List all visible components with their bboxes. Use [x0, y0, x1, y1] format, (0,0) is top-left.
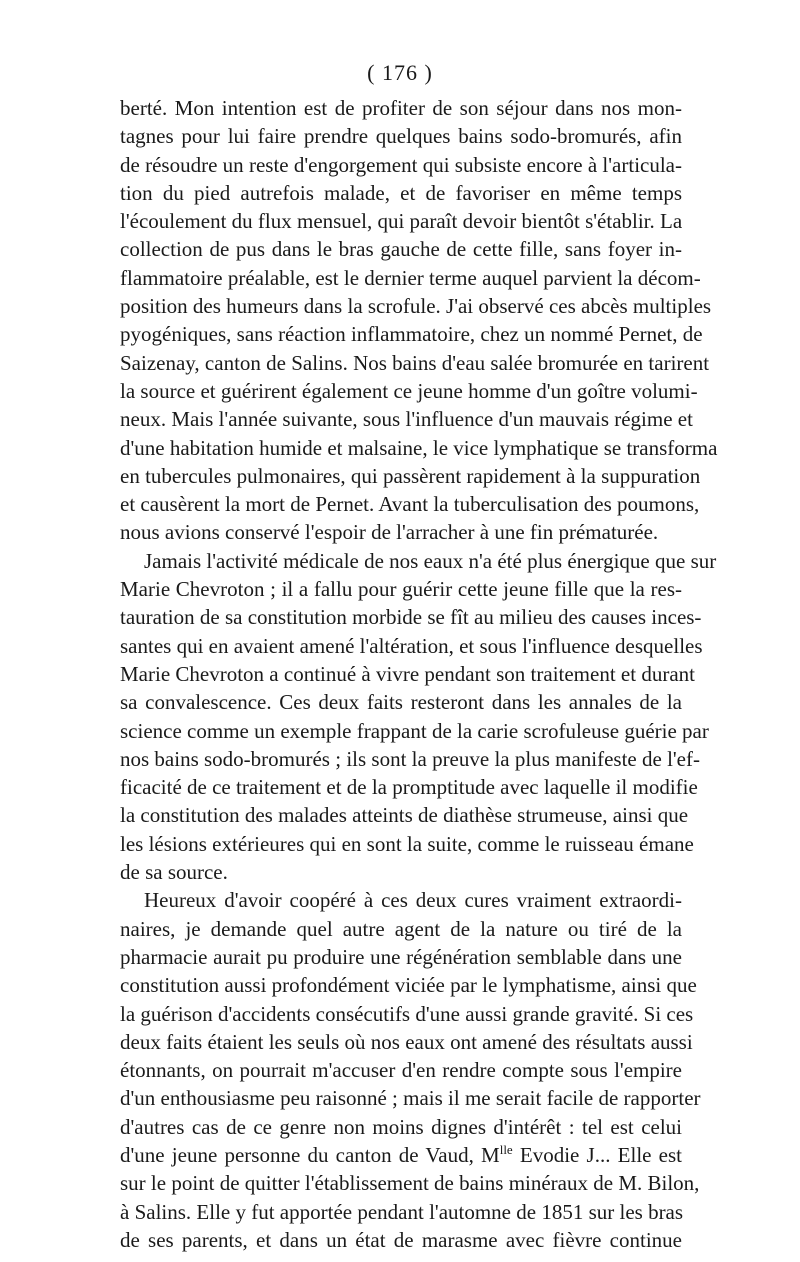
- text-line: pharmacie aurait pu produire une régénération semblable dans une: [120, 944, 682, 969]
- text-line: science comme un exemple frappant de la carie scrofuleuse guérie par: [120, 718, 709, 743]
- text-line: Jamais l'activité médicale de nos eaux n'a été plus énergique que sur: [144, 548, 717, 573]
- text-line: nos bains sodo-bromurés ; ils sont la preuve la plus manifeste de l'ef-: [120, 746, 700, 771]
- text-line: de ses parents, et dans un état de marasme avec fièvre continue: [120, 1227, 682, 1252]
- text-line: la constitution des malades atteints de diathèse strumeuse, ainsi que: [120, 803, 689, 828]
- text-line: berté. Mon intention est de profiter de son séjour dans nos mon-: [120, 96, 682, 120]
- text-line: la guérison d'accidents consécutifs d'une aussi grande gravité. Si ces: [120, 1001, 694, 1026]
- text-line: collection de pus dans le bras gauche de cette fille, sans foyer in-: [120, 237, 682, 262]
- text-line: deux faits étaient les seuls où nos eaux ont amené des résultats aussi: [120, 1029, 693, 1054]
- text-line: d'un enthousiasme peu raisonné ; mais il me serait facile de rapporter: [120, 1086, 701, 1111]
- text-line: santes qui en avaient amené l'altération, et sous l'influence desquelles: [120, 633, 703, 658]
- text-line: de sa source.: [120, 860, 228, 885]
- text-line: Saizenay, canton de Salins. Nos bains d'eau salée bromurée en tarirent: [120, 350, 710, 375]
- text-line: en tubercules pulmonaires, qui passèrent rapidement à la suppuration: [120, 463, 701, 488]
- text-line: Marie Chevroton a continué à vivre pendant son traitement et durant: [120, 661, 695, 686]
- text-line: pyogéniques, sans réaction inflammatoire, chez un nommé Pernet, de: [120, 322, 703, 347]
- text-line: sa convalescence. Ces deux faits resteront dans les annales de la: [120, 690, 682, 715]
- text-line: d'autres cas de ce genre non moins dignes d'intérêt : tel est celui: [120, 1114, 682, 1139]
- paragraph-1: [120, 94, 718, 547]
- text-line: ficacité de ce traitement et de la promptitude avec laquelle il modifie: [120, 775, 698, 800]
- text-line: Marie Chevroton ; il a fallu pour guérir cette jeune fille que la res-: [120, 577, 682, 602]
- body-text: [120, 94, 718, 1254]
- text-line: de résoudre un reste d'engorgement qui subsiste encore à l'articula-: [120, 152, 682, 177]
- text-line: naires, je demande quel autre agent de la nature ou tiré de la: [120, 916, 682, 941]
- superscript: lle: [499, 1141, 513, 1157]
- text-line: tauration de sa constitution morbide se fît au milieu des causes inces-: [120, 605, 702, 630]
- text-line: tagnes pour lui faire prendre quelques bains sodo-bromurés, afin: [120, 124, 682, 149]
- text-line: et causèrent la mort de Pernet. Avant la tuberculisation des poumons,: [120, 492, 700, 517]
- page-number: ( 176 ): [367, 60, 433, 85]
- text-line: Heureux d'avoir coopéré à ces deux cures vraiment extraordi-: [144, 888, 682, 913]
- text-line: constitution aussi profondément viciée par le lymphatisme, ainsi que: [120, 973, 697, 998]
- text-line: tion du pied autrefois malade, et de favoriser en même temps: [120, 180, 682, 205]
- text-line-with-superscript: [120, 1141, 682, 1169]
- text-line: sur le point de quitter l'établissement de bains minéraux de M. Bilon,: [120, 1171, 700, 1196]
- text-line: les lésions extérieures qui en sont la suite, comme le ruisseau émane: [120, 831, 694, 856]
- text-line: étonnants, on pourrait m'accuser d'en rendre compte sous l'empire: [120, 1058, 682, 1083]
- text-line: position des humeurs dans la scrofule. J'ai observé ces abcès multiples: [120, 294, 712, 319]
- text-line: la source et guérirent également ce jeune homme d'un goître volumi-: [120, 378, 698, 403]
- text-line: flammatoire préalable, est le dernier terme auquel parvient la décom-: [120, 265, 701, 290]
- paragraph-3: [120, 886, 701, 1254]
- text-line: nous avions conservé l'espoir de l'arracher à une fin prématurée.: [120, 520, 659, 545]
- text-line: à Salins. Elle y fut apportée pendant l'automne de 1851 sur les bras: [120, 1199, 684, 1224]
- text-segment: Evodie J... Elle est: [512, 1142, 682, 1167]
- text-line: l'écoulement du flux mensuel, qui paraît devoir bientôt s'établir. La: [120, 209, 683, 234]
- text-line: d'une habitation humide et malsaine, le vice lymphatique se transforma: [120, 435, 718, 460]
- text-line: neux. Mais l'année suivante, sous l'influence d'un mauvais régime et: [120, 407, 693, 432]
- paragraph-2: [120, 547, 717, 887]
- text-segment: d'une jeune personne du canton de Vaud, M: [120, 1142, 500, 1167]
